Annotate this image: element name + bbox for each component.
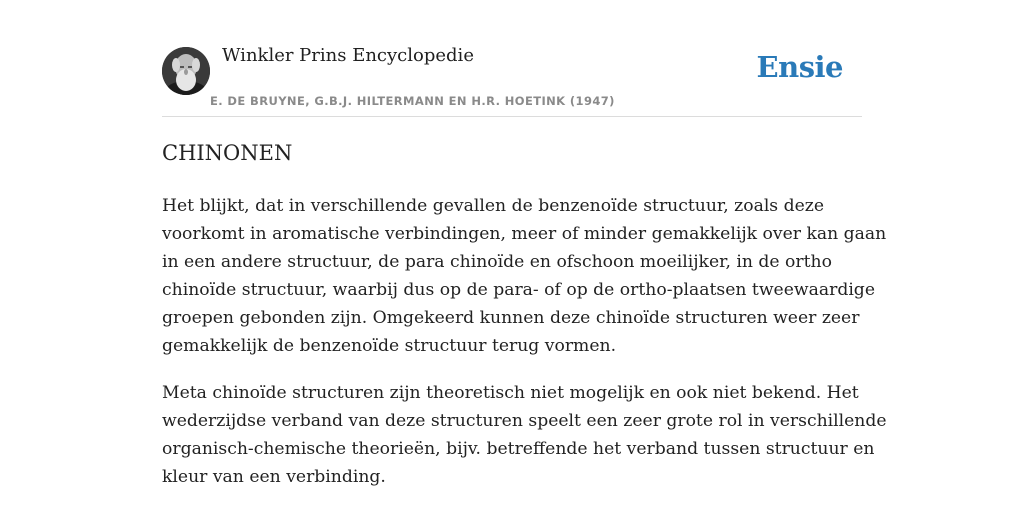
article-paragraph (162, 379, 887, 491)
paragraph-line: groepen gebonden zijn. Omgekeerd kunnen deze chinoïde structuren weer zeer (162, 308, 860, 328)
source-header (162, 0, 862, 117)
paragraph-line: in een andere structuur, de para chinoïde en ofschoon moeilijker, in de ortho (162, 252, 832, 272)
source-title[interactable]: Winkler Prins Encyclopedie (222, 45, 474, 66)
page (162, 0, 887, 512)
paragraph-line: chinoïde structuur, waarbij dus op de para- of op de ortho-plaatsen tweewaardige (162, 280, 875, 300)
paragraph-line: Het blijkt, dat in verschillende gevallen de benzenoïde structuur, zoals deze (162, 196, 824, 216)
paragraph-line: Meta chinoïde structuren zijn theoretisch niet mogelijk en ook niet bekend. Het (162, 383, 859, 403)
paragraph-line: wederzijdse verband van deze structuren speelt een zeer grote rol in verschillende (162, 411, 887, 431)
portrait-avatar-icon[interactable] (162, 47, 210, 95)
paragraph-line: kleur van een verbinding. (162, 467, 386, 487)
article-title: CHINONEN (162, 141, 293, 165)
article-paragraph (162, 192, 887, 360)
ensie-logo[interactable]: Ensie (756, 50, 843, 84)
paragraph-line: organisch-chemische theorieën, bijv. betreffende het verband tussen structuur en (162, 439, 875, 459)
paragraph-line: voorkomt in aromatische verbindingen, meer of minder gemakkelijk over kan gaan (162, 224, 887, 244)
paragraph-line: gemakkelijk de benzenoïde structuur terug vormen. (162, 336, 617, 356)
authors-byline: E. DE BRUYNE, G.B.J. HILTERMANN EN H.R. HOETINK (1947) (210, 94, 615, 108)
